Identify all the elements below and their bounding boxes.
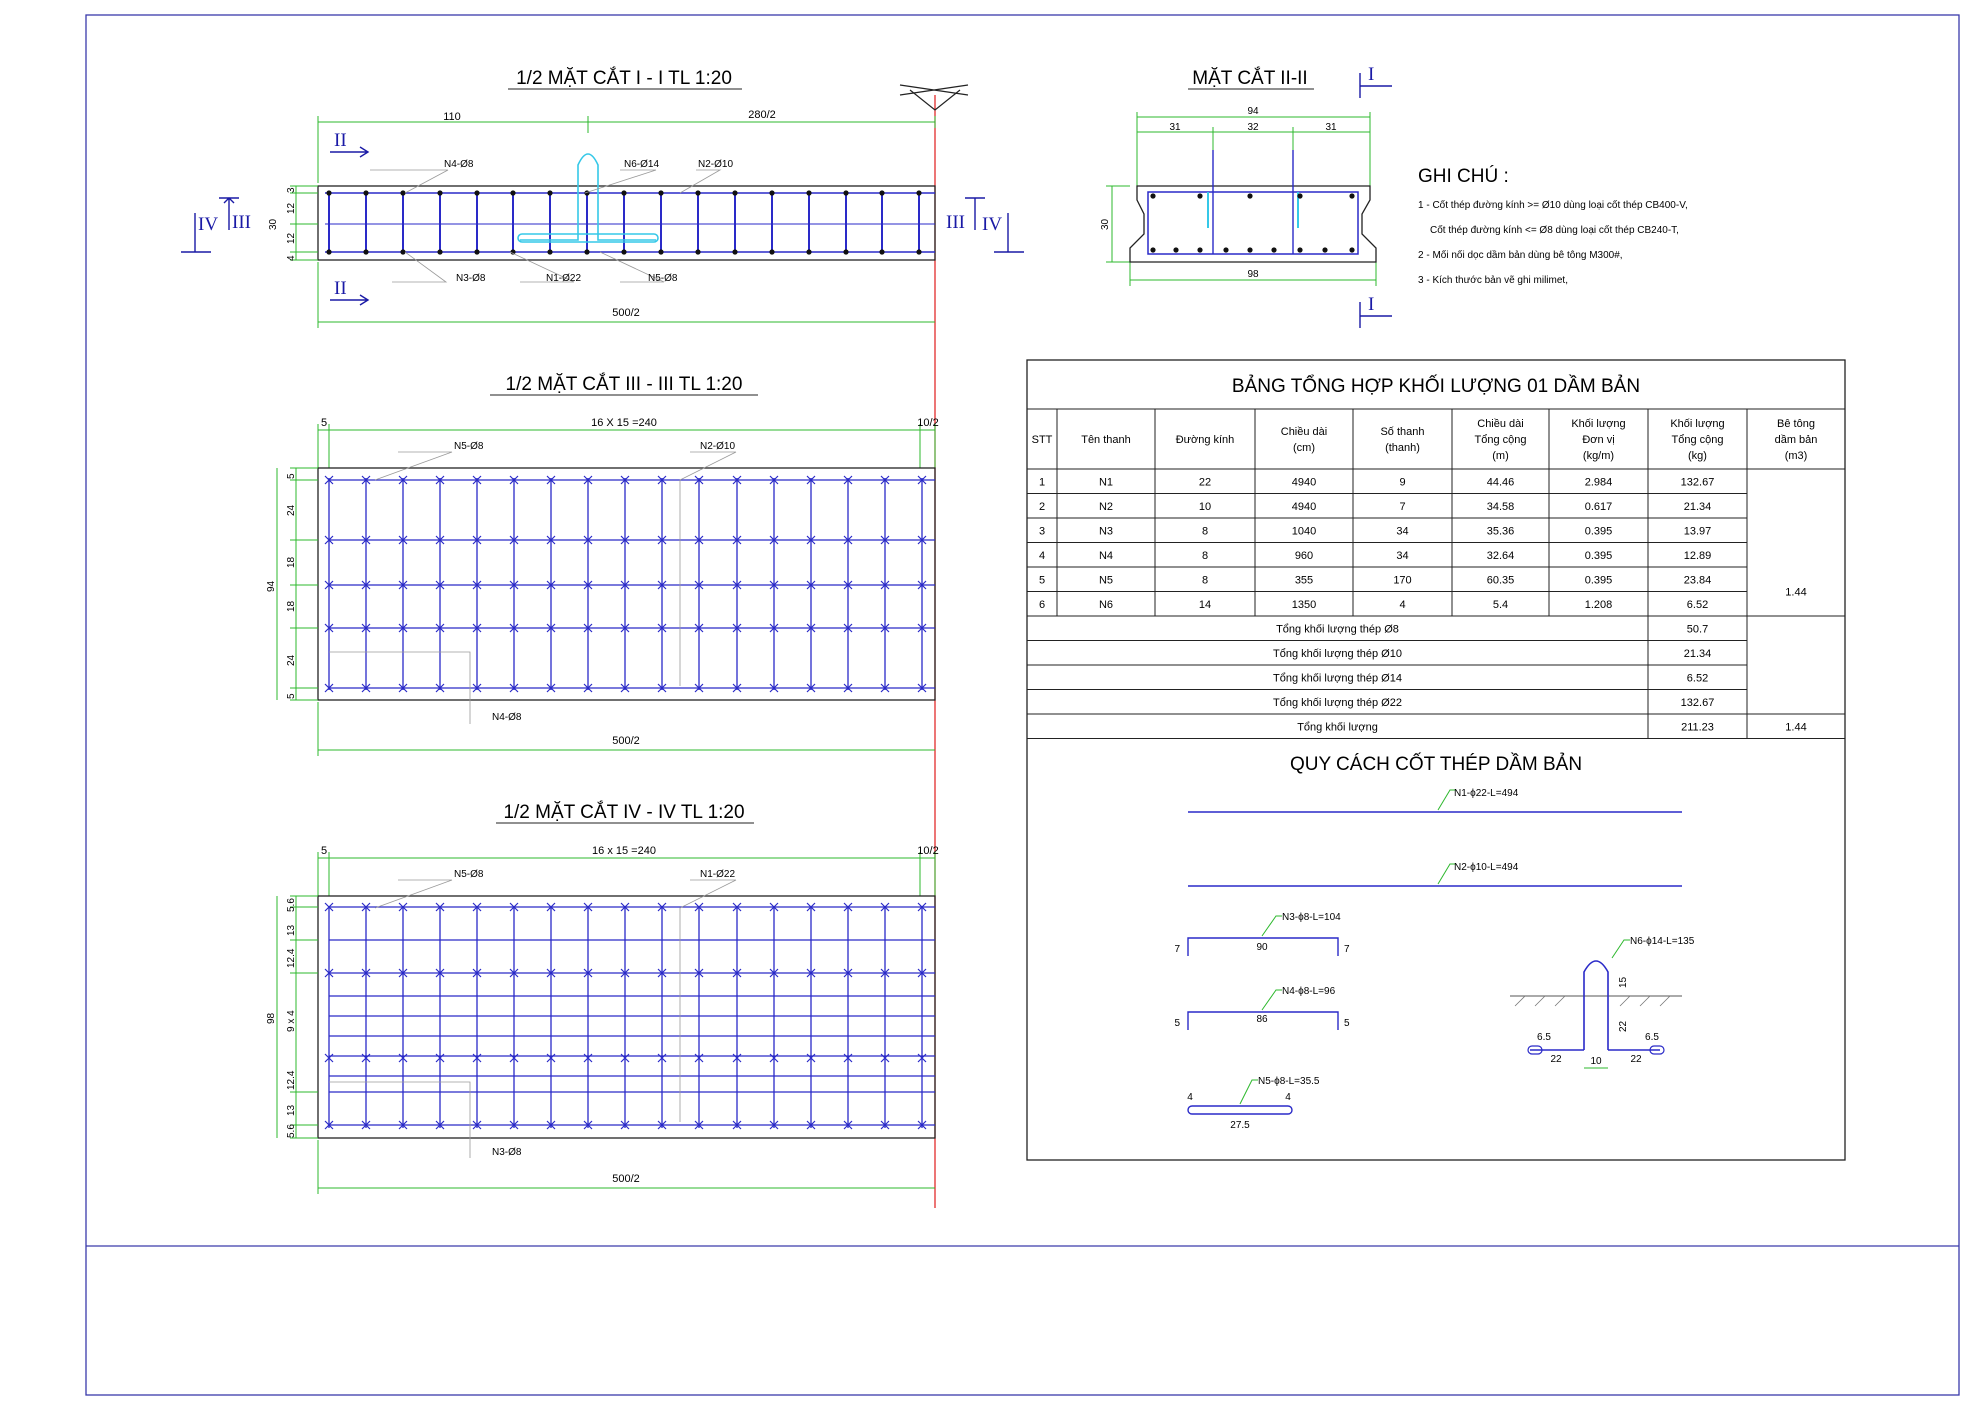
side-dim-iii-5: 5 xyxy=(286,693,297,699)
label-n3: N3-Ø8 xyxy=(456,273,486,284)
dim-5-left: 5 xyxy=(320,417,328,429)
bar-top-8 xyxy=(621,190,626,195)
section-iv-outline xyxy=(318,896,935,1138)
bar-top-16 xyxy=(916,190,921,195)
bar-top-0 xyxy=(326,190,331,195)
concrete-value: 1.44 xyxy=(1785,586,1807,599)
bar-bottom-0 xyxy=(326,249,331,254)
spec-n6-l: 6.5 xyxy=(1537,1032,1551,1043)
bar-top-14 xyxy=(843,190,848,195)
notes-title: GHI CHÚ : xyxy=(1418,166,1509,187)
bar-bottom-15 xyxy=(879,249,884,254)
spec-n6-br: 22 xyxy=(1630,1054,1642,1065)
side-dim-3: 3 xyxy=(286,187,297,193)
summary-label-0: Tổng khối lượng thép Ø8 xyxy=(1276,623,1399,636)
cell-3-1: N4 xyxy=(1098,549,1114,562)
dim-110: 110 xyxy=(443,111,461,123)
section-i-i xyxy=(181,67,1024,328)
total-label: Tổng khối lượng xyxy=(1297,721,1378,734)
dim-10-2: 10/2 xyxy=(917,417,939,429)
cut-mark-i-bottom: I xyxy=(1368,294,1375,315)
bar-top-12 xyxy=(769,190,774,195)
spec-n3-right: 7 xyxy=(1344,944,1350,955)
header-4-0: Số thanh xyxy=(1380,426,1425,438)
header-6-2: (kg/m) xyxy=(1582,450,1615,462)
section-iii-title: 1/2 MẶT CẮT III - III TL 1:20 xyxy=(505,374,743,395)
spec-n3-label: N3-ϕ8-L=104 xyxy=(1282,912,1341,923)
dim-16x15-iv: 16 x 15 =240 xyxy=(592,845,656,857)
section-iv-rebar-grid xyxy=(325,903,935,1129)
cell-1-5: 34.58 xyxy=(1486,500,1515,513)
cut-arrow-i-bottom xyxy=(1360,302,1392,328)
cell-0-0: 1 xyxy=(1038,476,1046,489)
cell-1-3: 4940 xyxy=(1291,500,1317,513)
bar-dot-2 xyxy=(1197,247,1202,252)
bar-bottom-13 xyxy=(806,249,811,254)
side-dim-iii-3: 18 xyxy=(286,600,297,612)
section-ii-outline xyxy=(1130,186,1376,262)
spec-n4-mid: 86 xyxy=(1256,1014,1268,1025)
side-dim-30: 30 xyxy=(268,218,279,230)
side-dim-iii-2: 18 xyxy=(286,556,297,568)
cell-1-0: 2 xyxy=(1038,500,1046,513)
cut-mark-iii-left: III xyxy=(232,212,251,233)
spec-n5-bar xyxy=(1188,1106,1292,1114)
cell-4-5: 60.35 xyxy=(1486,574,1515,587)
cell-3-6: 0.395 xyxy=(1584,549,1613,562)
bar-bottom-16 xyxy=(916,249,921,254)
cut-arrow-i-top xyxy=(1360,73,1392,98)
header-3-1: (cm) xyxy=(1293,442,1315,454)
table-title: BẢNG TỔNG HỢP KHỐI LƯỢNG 01 DẦM BẢN xyxy=(1231,376,1641,397)
bar-top-3 xyxy=(437,190,442,195)
rebar-spec xyxy=(1174,753,1694,1131)
side-dim-iv-4: 12.4 xyxy=(286,1070,297,1090)
section-ii-bars xyxy=(1150,193,1354,252)
section-iii-bottom-dim xyxy=(318,702,935,756)
bar-top-11 xyxy=(732,190,737,195)
bar-dot-7 xyxy=(1322,247,1327,252)
cut-mark-ii-bottom: II xyxy=(334,278,347,299)
cut-mark-iv-right: IV xyxy=(982,214,1003,235)
cell-4-1: N5 xyxy=(1098,574,1114,587)
spec-n4-label: N4-ϕ8-L=96 xyxy=(1282,986,1336,997)
spec-n6-bar xyxy=(1510,940,1682,1068)
top-dot-4 xyxy=(1349,193,1354,198)
header-5-0: Chiều dài xyxy=(1477,418,1524,430)
bar-top-5 xyxy=(510,190,515,195)
cut-mark-i-top: I xyxy=(1368,64,1375,85)
bar-dot-8 xyxy=(1349,247,1354,252)
cell-5-0: 6 xyxy=(1038,598,1046,611)
cell-3-7: 12.89 xyxy=(1683,549,1712,562)
summary-value-3: 132.67 xyxy=(1680,696,1715,709)
cell-4-3: 355 xyxy=(1294,574,1314,587)
dim-98: 98 xyxy=(1247,269,1259,280)
bar-dot-5 xyxy=(1271,247,1276,252)
cell-3-2: 8 xyxy=(1201,549,1209,562)
section-i-leaders xyxy=(370,170,720,282)
cell-3-5: 32.64 xyxy=(1486,549,1515,562)
table-grid xyxy=(1027,409,1845,739)
spec-n6-h1: 15 xyxy=(1618,976,1629,988)
spec-n5-label: N5-ϕ8-L=35.5 xyxy=(1258,1076,1320,1087)
note-line-3: 2 - Mối nối dọc dầm bản dùng bê tông M300#, xyxy=(1418,250,1623,261)
bar-top-6 xyxy=(547,190,552,195)
header-8-1: dầm bản xyxy=(1774,434,1818,446)
dim-16x15: 16 X 15 =240 xyxy=(591,417,657,429)
dim-500-2-iv: 500/2 xyxy=(612,1173,640,1185)
section-i-side-dims xyxy=(290,186,318,260)
dim-5-left-iv: 5 xyxy=(320,845,328,857)
cell-0-1: N1 xyxy=(1098,476,1114,489)
section-ii-dims xyxy=(1106,112,1376,286)
header-8-0: Bê tông xyxy=(1777,418,1815,430)
cell-4-7: 23.84 xyxy=(1683,574,1712,587)
cut-mark-iv-left: IV xyxy=(198,214,219,235)
bar-top-1 xyxy=(363,190,368,195)
label-n5-iv: N5-Ø8 xyxy=(454,869,484,880)
side-dim-iii-0: 5 xyxy=(286,473,297,479)
spec-n1-label: N1-ϕ22-L=494 xyxy=(1454,788,1519,799)
cell-0-4: 9 xyxy=(1399,476,1406,489)
spec-n5-left: 4 xyxy=(1187,1092,1193,1103)
cell-0-2: 22 xyxy=(1198,476,1212,489)
spec-n3-mid: 90 xyxy=(1256,942,1268,953)
bar-top-2 xyxy=(400,190,405,195)
section-iii-iii xyxy=(266,373,939,756)
section-iv-top-dims xyxy=(318,852,935,896)
cell-5-7: 6.52 xyxy=(1686,598,1709,611)
summary-value-1: 21.34 xyxy=(1683,647,1712,660)
bar-dot-0 xyxy=(1150,247,1155,252)
cell-3-3: 960 xyxy=(1294,549,1314,562)
bar-dot-6 xyxy=(1297,247,1302,252)
spec-n6-h2: 22 xyxy=(1618,1020,1629,1032)
section-iii-rebar-grid xyxy=(325,476,935,692)
section-ii-title: MẶT CẮT II-II xyxy=(1192,68,1308,89)
cell-0-6: 2.984 xyxy=(1584,476,1613,489)
cell-2-3: 1040 xyxy=(1291,525,1317,538)
side-total-94: 94 xyxy=(266,580,277,592)
note-line-2: Cốt thép đường kính <= Ø8 dùng loại cốt thép CB240-T, xyxy=(1430,225,1679,236)
cell-5-4: 4 xyxy=(1399,598,1406,611)
bar-bottom-10 xyxy=(695,249,700,254)
section-iv-title: 1/2 MẶT CẮT IV - IV TL 1:20 xyxy=(503,802,745,823)
total-steel: 211.23 xyxy=(1681,721,1714,734)
cell-5-1: N6 xyxy=(1098,598,1114,611)
slab-outline xyxy=(318,186,935,260)
bar-top-13 xyxy=(806,190,811,195)
cell-2-2: 8 xyxy=(1201,525,1209,538)
dim-32: 32 xyxy=(1247,122,1259,133)
label-n4: N4-Ø8 xyxy=(444,159,474,170)
bar-top-10 xyxy=(695,190,700,195)
header-6-1: Đơn vị xyxy=(1582,434,1615,446)
cell-1-4: 7 xyxy=(1399,500,1406,513)
cell-4-2: 8 xyxy=(1201,574,1209,587)
bar-bottom-8 xyxy=(621,249,626,254)
north-arrow-icon xyxy=(900,85,968,110)
spec-n6-r: 6.5 xyxy=(1645,1032,1659,1043)
header-7-0: Khối lượng xyxy=(1670,418,1725,430)
header-3-0: Chiều dài xyxy=(1280,426,1328,438)
dim-500-2-iii: 500/2 xyxy=(612,735,640,747)
header-1-0: Tên thanh xyxy=(1081,434,1131,446)
spec-n6-bl: 22 xyxy=(1550,1054,1562,1065)
cell-2-1: N3 xyxy=(1098,525,1114,538)
side-dim-iv-6: 5.6 xyxy=(286,1124,297,1138)
dimension-top xyxy=(318,116,935,183)
cell-1-6: 0.617 xyxy=(1584,500,1613,513)
cut-mark-iii-right: III xyxy=(946,212,965,233)
cell-1-1: N2 xyxy=(1098,500,1114,513)
bar-top-15 xyxy=(879,190,884,195)
note-line-4: 3 - Kích thước bản vẽ ghi milimet, xyxy=(1418,275,1568,286)
side-dim-iii-1: 24 xyxy=(286,504,297,516)
header-7-2: (kg) xyxy=(1688,450,1707,462)
dim-10-2-iv: 10/2 xyxy=(917,845,939,857)
summary-value-2: 6.52 xyxy=(1686,672,1709,685)
cell-2-7: 13.97 xyxy=(1683,525,1712,538)
cell-2-4: 34 xyxy=(1396,525,1409,538)
label-n2: N2-Ø10 xyxy=(698,159,734,170)
cell-0-7: 132.67 xyxy=(1680,476,1715,489)
cell-5-3: 1350 xyxy=(1291,598,1317,611)
cell-2-6: 0.395 xyxy=(1584,525,1613,538)
header-6-0: Khối lượng xyxy=(1571,418,1626,430)
label-n3-iv: N3-Ø8 xyxy=(492,1147,522,1158)
bar-bottom-2 xyxy=(400,249,405,254)
bar-bottom-7 xyxy=(584,249,589,254)
dim-31-left: 31 xyxy=(1169,122,1181,133)
spec-n6-bm: 10 xyxy=(1590,1056,1602,1067)
bar-bottom-9 xyxy=(658,249,663,254)
side-dim-12b: 12 xyxy=(286,232,297,244)
spec-n4-right: 5 xyxy=(1344,1018,1350,1029)
bar-dot-4 xyxy=(1247,247,1252,252)
summary-label-3: Tổng khối lượng thép Ø22 xyxy=(1273,696,1402,709)
summary-label-2: Tổng khối lượng thép Ø14 xyxy=(1273,672,1402,685)
cell-1-2: 10 xyxy=(1198,500,1212,513)
section-iv-leaders xyxy=(329,880,736,1158)
cell-4-6: 0.395 xyxy=(1584,574,1613,587)
section-iii-top-dims xyxy=(318,424,935,468)
label-n6: N6-Ø14 xyxy=(624,159,660,170)
section-i-stirrups xyxy=(326,190,921,254)
section-i-title: 1/2 MẶT CẮT I - I TL 1:20 xyxy=(516,68,732,89)
label-n1-iv: N1-Ø22 xyxy=(700,869,736,880)
bar-bottom-1 xyxy=(363,249,368,254)
cell-0-3: 4940 xyxy=(1291,476,1317,489)
cell-3-4: 34 xyxy=(1396,549,1409,562)
summary-value-0: 50.7 xyxy=(1686,623,1709,636)
notes xyxy=(1418,165,1688,286)
section-iii-leaders xyxy=(329,452,736,724)
dim-30-height: 30 xyxy=(1100,218,1111,230)
header-0-0: STT xyxy=(1031,434,1053,446)
top-dot-3 xyxy=(1297,193,1302,198)
cell-1-7: 21.34 xyxy=(1683,500,1712,513)
label-n4-iii: N4-Ø8 xyxy=(492,712,522,723)
top-dot-1 xyxy=(1197,193,1202,198)
bar-bottom-3 xyxy=(437,249,442,254)
bar-top-9 xyxy=(658,190,663,195)
bar-bottom-11 xyxy=(732,249,737,254)
spec-n3-left: 7 xyxy=(1174,944,1180,955)
section-ii-stirrup xyxy=(1148,192,1358,254)
top-dot-2 xyxy=(1247,193,1252,198)
summary-label-1: Tổng khối lượng thép Ø10 xyxy=(1273,647,1402,660)
side-total-98: 98 xyxy=(266,1012,277,1024)
cut-mark-ii-top: II xyxy=(334,130,347,151)
cell-5-5: 5.4 xyxy=(1492,598,1509,611)
bar-top-4 xyxy=(474,190,479,195)
bar-bottom-12 xyxy=(769,249,774,254)
side-dim-iv-5: 13 xyxy=(286,1104,297,1116)
side-dim-iv-0: 5.6 xyxy=(286,898,297,912)
dim-94: 94 xyxy=(1247,106,1259,117)
bar-bottom-14 xyxy=(843,249,848,254)
bar-dot-1 xyxy=(1173,247,1178,252)
dim-280-2: 280/2 xyxy=(748,109,776,121)
side-dim-iv-2: 12.4 xyxy=(286,948,297,968)
spec-n5-mid: 27.5 xyxy=(1230,1120,1250,1131)
spec-n4-left: 5 xyxy=(1174,1018,1180,1029)
section-iv-iv xyxy=(266,801,939,1194)
cell-4-4: 170 xyxy=(1393,574,1412,587)
cell-3-0: 4 xyxy=(1038,549,1046,562)
bar-bottom-6 xyxy=(547,249,552,254)
header-2-0: Đường kính xyxy=(1175,434,1235,446)
side-dim-iv-1: 13 xyxy=(286,924,297,936)
bar-dot-3 xyxy=(1223,247,1228,252)
dim-500-2: 500/2 xyxy=(612,307,640,319)
label-n2-iii: N2-Ø10 xyxy=(700,441,736,452)
section-ii-ii xyxy=(1100,64,1392,328)
spec-title: QUY CÁCH CỐT THÉP DẦM BẢN xyxy=(1289,754,1583,775)
header-4-1: (thanh) xyxy=(1385,442,1420,454)
header-5-1: Tổng cộng xyxy=(1474,434,1527,446)
side-dim-iii-4: 24 xyxy=(286,654,297,666)
header-8-2: (m3) xyxy=(1784,450,1808,462)
cell-2-0: 3 xyxy=(1038,525,1046,538)
dim-31-right: 31 xyxy=(1325,122,1337,133)
label-n1: N1-Ø22 xyxy=(546,273,582,284)
header-5-2: (m) xyxy=(1492,450,1509,462)
total-concrete: 1.44 xyxy=(1785,721,1807,734)
cell-4-0: 5 xyxy=(1038,574,1046,587)
label-n5-iii: N5-Ø8 xyxy=(454,441,484,452)
cell-5-2: 14 xyxy=(1198,598,1212,611)
note-line-1: 1 - Cốt thép đường kính >= Ø10 dùng loại cốt thép CB400-V, xyxy=(1418,200,1688,211)
bar-bottom-4 xyxy=(474,249,479,254)
side-dim-4: 4 xyxy=(286,255,297,261)
label-n5: N5-Ø8 xyxy=(648,273,678,284)
section-iv-bottom-dim xyxy=(318,1140,935,1194)
side-dim-iv-3: 9 x 4 xyxy=(286,1010,297,1032)
cell-2-5: 35.36 xyxy=(1486,525,1515,538)
side-dim-12a: 12 xyxy=(286,202,297,214)
top-dot-0 xyxy=(1150,193,1155,198)
cell-5-6: 1.208 xyxy=(1584,598,1613,611)
spec-n2-label: N2-ϕ10-L=494 xyxy=(1454,862,1519,873)
spec-n5-right: 4 xyxy=(1285,1092,1291,1103)
spec-n6-label: N6-ϕ14-L=135 xyxy=(1630,936,1695,947)
cell-0-5: 44.46 xyxy=(1486,476,1515,489)
header-7-1: Tổng cộng xyxy=(1671,434,1724,446)
